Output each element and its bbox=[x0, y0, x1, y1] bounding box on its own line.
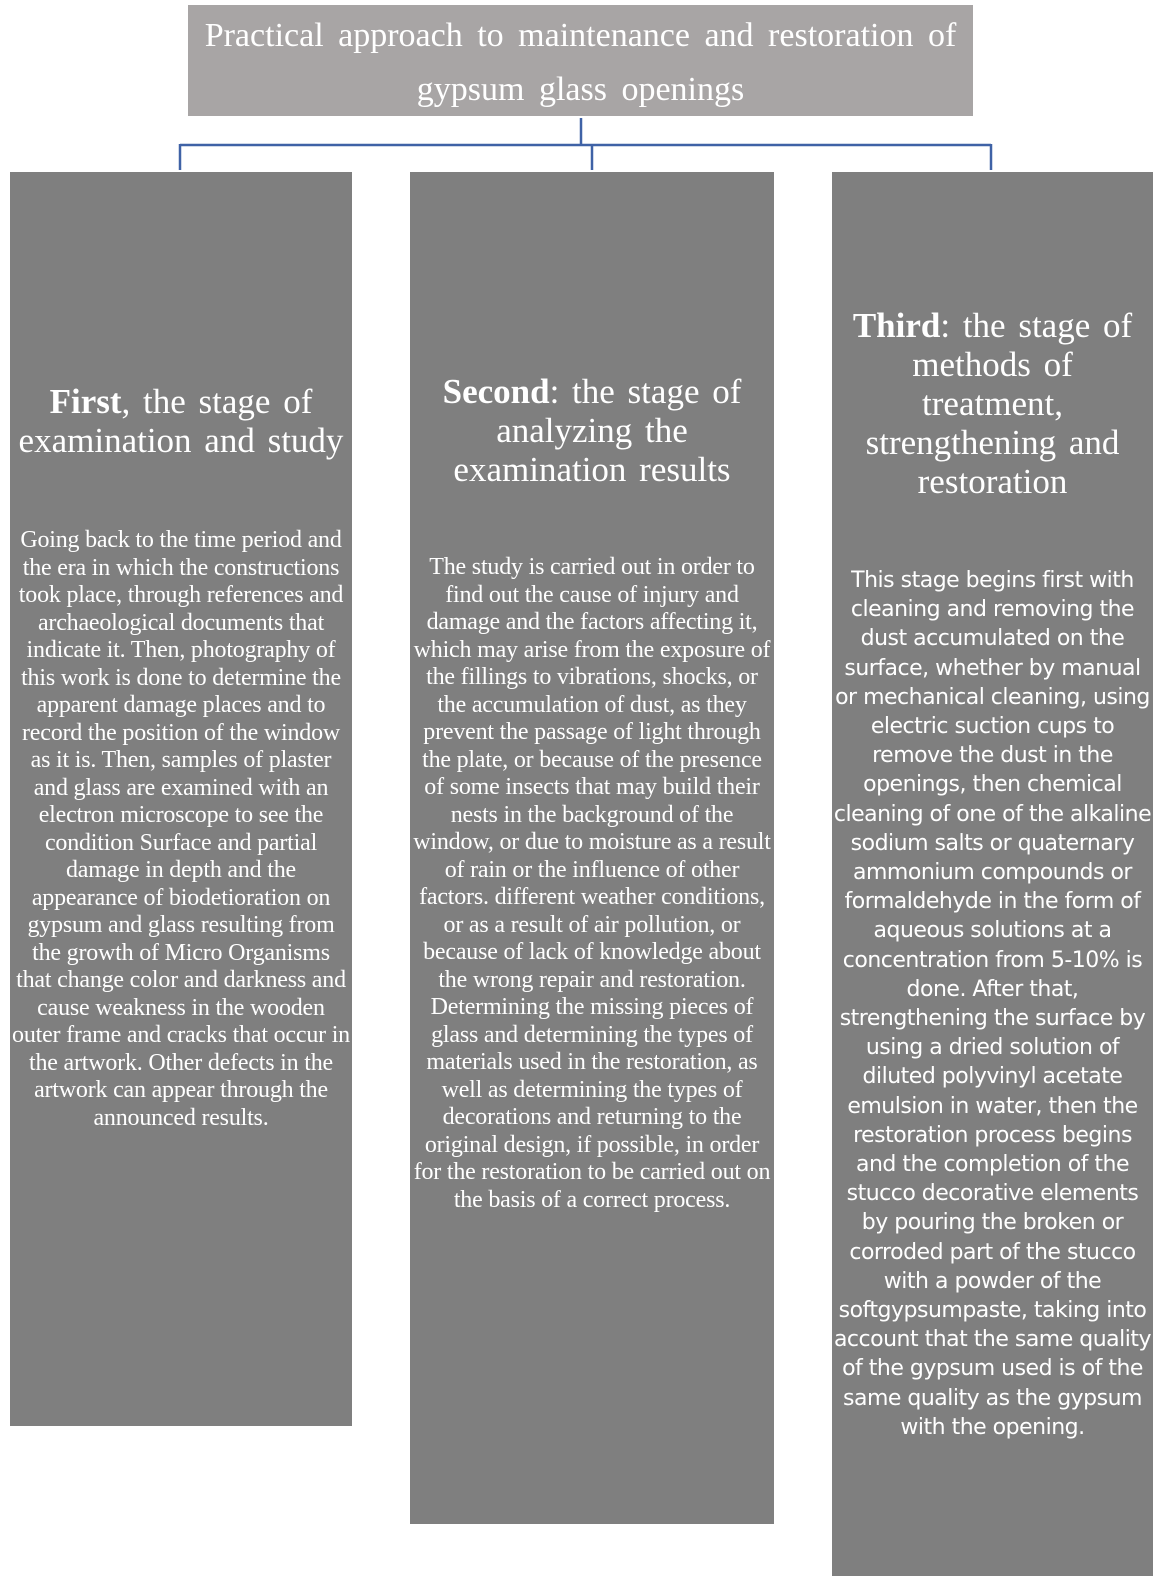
root-node: Practical approach to maintenance and restoration of gypsum glass openings bbox=[188, 5, 973, 116]
stage-first-node bbox=[10, 172, 352, 1426]
stage-first-heading bbox=[10, 382, 352, 460]
stage-third-label: Third bbox=[852, 306, 941, 345]
stage-third-body: This stage begins first with cleaning and removing the dust accumulated on the surface, whether by manual or mechanical cleaning, using electric suction cups to remove the dust in the openings, then chemical cleaning of one of the alkaline sodium salts or quaternary ammonium compounds or formaldehyde in the form of aqueous solutions at a concentration from 5-10% is done. After that, strengthening the surface by using a dried solution of diluted polyvinyl acetate emulsion in water, then the restoration process begins and the completion of the stucco decorative elements by pouring the broken or corroded part of the stucco with a powder of the softgypsumpaste, taking into account that the same quality of the gypsum used is of the same quality as the gypsum with the opening. bbox=[833, 568, 1152, 1440]
stage-second-heading bbox=[410, 372, 774, 489]
stage-first-label: First bbox=[49, 382, 122, 421]
stage-third-node bbox=[832, 172, 1153, 1576]
stage-second-node bbox=[410, 172, 774, 1524]
stage-first-heading-text: , the stage of examination and study bbox=[18, 382, 344, 460]
stage-second-label: Second bbox=[442, 372, 550, 411]
stage-third-heading bbox=[832, 306, 1153, 501]
stage-third-heading-text: : the stage of methods of treatment, strengthening and restoration bbox=[865, 306, 1133, 501]
stage-second-heading-text: : the stage of analyzing the examination results bbox=[453, 372, 742, 489]
connector-lines bbox=[0, 0, 1161, 180]
stage-second-body: The study is carried out in order to find out the cause of injury and damage and the factors affecting it, which may arise from the exposure of the fillings to vibrations, shocks, or the accumulation of dust, as they prevent the passage of light through the plate, or because of the presence of some insects that may build their nests in the background of the window, or due to moisture as a result of rain or the influence of other factors. different weather conditions, or as a result of air pollution, or because of lack of knowledge about the wrong repair and restoration. Determining the missing pieces of glass and determining the types of materials used in the restoration, as well as determining the types of decorations and returning to the original design, if possible, in order for the restoration to be carried out on the basis of a correct process. bbox=[413, 554, 771, 1213]
stage-first-body: Going back to the time period and the era in which the constructions took place, through references and archaeological documents that indicate it. Then, photography of this work is done to determine the apparent damage places and to record the position of the window as it is. Then, samples of plaster and glass are examined with an electron microscope to see the condition Surface and partial damage in depth and the appearance of biodetioration on gypsum and glass resulting from the growth of Micro Organisms that change color and darkness and cause weakness in the wooden outer frame and cracks that occur in the artwork. Other defects in the artwork can appear through the announced results. bbox=[12, 527, 350, 1131]
